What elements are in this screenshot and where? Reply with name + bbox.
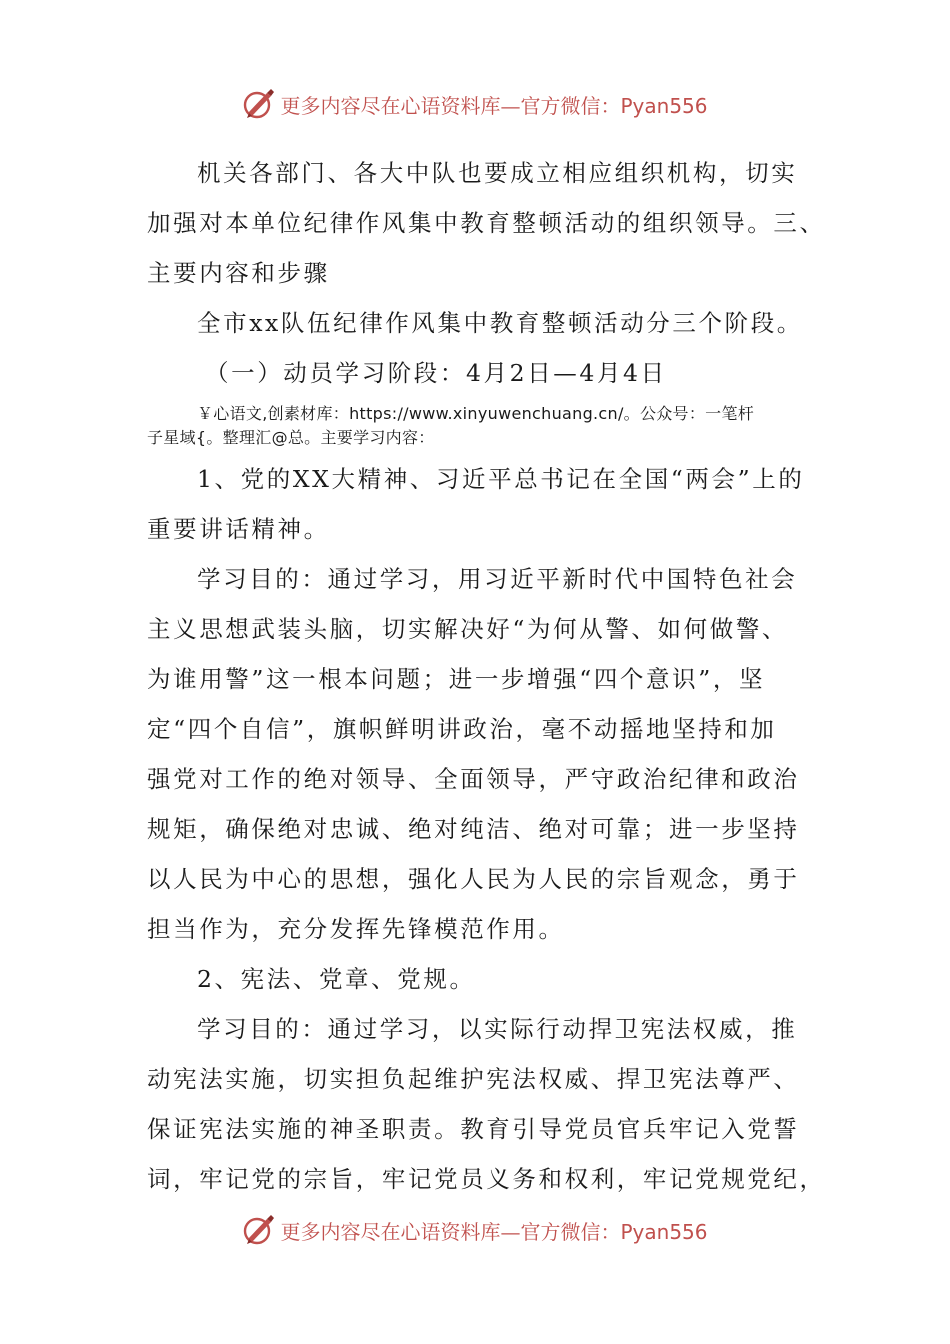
- paragraph-line: 重要讲话精神。: [147, 515, 330, 543]
- small-note-line: 子星域{。整理汇@总。主要学习内容：: [147, 428, 435, 447]
- small-note-line: ￥心语文,创素材库：https://www.xinyuwenchuang.cn/。公众号：一笔杆: [197, 404, 755, 423]
- footer-banner-wechat: Pyan556: [620, 1219, 708, 1244]
- paragraph-line: 学习目的：通过学习，用习近平新时代中国特色社会: [197, 565, 798, 593]
- header-banner-main: 更多内容尽在心语资料库—官方微信：: [280, 93, 621, 118]
- pen-seal-logo-icon: [242, 87, 276, 121]
- paragraph-line: 为谁用警”这一根本问题；进一步增强“四个意识”，坚: [147, 665, 766, 693]
- paragraph-line: 以人民为中心的思想，强化人民为人民的宗旨观念，勇于: [147, 865, 800, 893]
- paragraph-line: 加强对本单位纪律作风集中教育整顿活动的组织领导。三、: [147, 209, 826, 237]
- small-note: [147, 402, 812, 450]
- header-banner-wechat: Pyan556: [620, 93, 708, 118]
- section-heading: （一）动员学习阶段：4月2日—4月4日: [205, 359, 667, 387]
- paragraph-line: 主要内容和步骤: [147, 259, 330, 287]
- footer-banner: [0, 1210, 950, 1250]
- paragraph-line: 全市xx队伍纪律作风集中教育整顿活动分三个阶段。: [197, 309, 803, 337]
- pen-seal-logo-icon: [242, 1213, 276, 1247]
- paragraph-line: 机关各部门、各大中队也要成立相应组织机构，切实: [197, 159, 798, 187]
- paragraph-line: 保证宪法实施的神圣职责。教育引导党员官兵牢记入党誓: [147, 1115, 800, 1143]
- footer-banner-main: 更多内容尽在心语资料库—官方微信：: [280, 1219, 621, 1244]
- paragraph-line: 强党对工作的绝对领导、全面领导，严守政治纪律和政治: [147, 765, 800, 793]
- paragraph-line: 词，牢记党的宗旨，牢记党员义务和权利，牢记党规党纪，: [147, 1165, 826, 1193]
- document-body: [147, 148, 826, 1204]
- footer-banner-text: [280, 1216, 707, 1245]
- paragraph-line: 主义思想武装头脑，切实解决好“为何从警、如何做警、: [147, 615, 789, 643]
- paragraph-line: 学习目的：通过学习，以实际行动捍卫宪法权威，推: [197, 1015, 798, 1043]
- paragraph-line: 1、党的XX大精神、习近平总书记在全国“两会”上的: [197, 465, 805, 493]
- paragraph-line: 定“四个自信”，旗帜鲜明讲政治，毫不动摇地坚持和加: [147, 715, 777, 743]
- paragraph-line: 规矩，确保绝对忠诚、绝对纯洁、绝对可靠；进一步坚持: [147, 815, 800, 843]
- header-banner-text: [280, 90, 707, 119]
- paragraph-line: 担当作为，充分发挥先锋模范作用。: [147, 915, 565, 943]
- paragraph-line: 动宪法实施，切实担负起维护宪法权威、捍卫宪法尊严、: [147, 1065, 800, 1093]
- paragraph-line: 2、宪法、党章、党规。: [197, 965, 476, 993]
- header-banner: [0, 84, 950, 124]
